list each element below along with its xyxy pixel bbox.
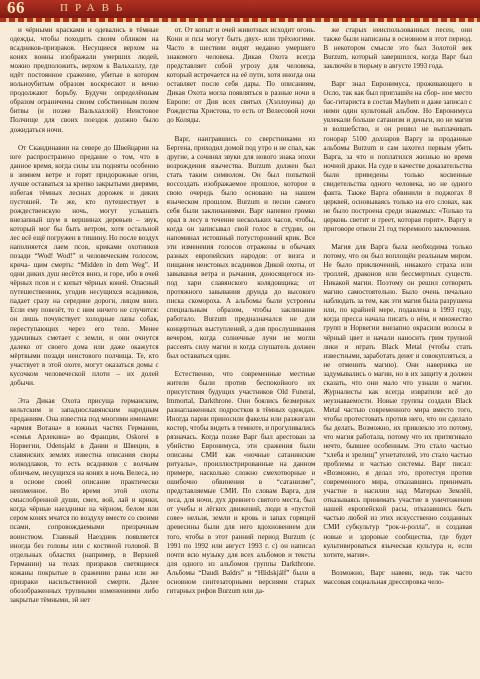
article-paragraph: Возможно, Варг навеян, ведь так часто массовая социальная дрессировка чело- <box>323 568 473 586</box>
article-paragraph: От Скандинавии на севере до Швейцарии на юге распространено предание о том, что в данное время, когда силы зла подняты особенно в зимнем ветре и горят придорожные огни, лучше оставаться за крепко закрытыми дверями, избегая тёмных лесных дорожек и диких пустошей. Те же, кто путешествует в рождественскую ночь, могут услышать внезапный шум в вершинах деревьев – звук, который мог бы быть ветром, хотя остальной лес всё ещё погружен в тишину. Но после воздух наполняется лаем псов, криками охотников позади “Wod! Wod!” и человеческим голосом, крича- щим смерть: “Midden in dem Weg”. И одни диких душ несётся вниз, и горе, ибо в очей чёрных псов и с копыт чёрных коней. Опасный путешественник, угодив несущихся всадников, падает сразу на середине дороги, лицом вниз. Если ему повезёт, то с ним ничего не случится: он лишь почувствует холодные лапы собак, переступающих через его тело. Менее удачливых сметает с земли, и они очнутся далеко от своего дома или даже окажутся мёртвыми позади неистового полчища. Те, кто участвует в этой охоте, могут оказаться домы с кусочком человеческой плоти – их долей добычи. <box>10 143 159 387</box>
article-paragraph: же старых неиспользованных песен, они также были написаны в основном в этот период. В некотором смысле это был Золотой век Burzum, который завершился, когда Варг был заключён в тюрьму в августе 1993 года. <box>323 26 473 71</box>
article-paragraph: от. От копыт и очей животных исходит огонь. Кони и псы могут быть двух- или трёхногими. Часто в шествии видят недавно умершего знакомого человека. Дикая Охота всегда представляет собой угрозу для человека, который встречается на её пути, хотя иногда она оставляет после себя дары. По описаниям, Дикая Охота могла появляться в разные ночи в Европе: от Дня всех святых (Хэллоуина) до Рождества Христова, то есть от Велесовой ночи до Коляды. <box>166 26 316 125</box>
article-paragraph: Варг, наигравшись со сверстниками из Бергена, приходил домой под утро и не спал, как другие, а сочинял звуки для нового знака эпохи возрождения язычества. Burzum должен был стать таким символом. Он был попыткой воссоздать изображаемое прошлое, которое в свою очередь было основано на нашем языческом прошлом. Burzum и песни самого себя были заклинаниями. Варг напевно громко орал в лесу в течение нескольких часов, чтобы, когда он записывал свой голос в студии, он напоминал истошный потусторонний крик. Все эти изменения голосов отражены в обычаях разных европейских народов: от визга и пищания неистовых всадников Дикой охоты, от завыванья ветра и рычания, доносящегося из-под хари славянского колядовщика; от протяжного завывания друида до высокого писка скомороха. А альбомы были устроены специальным образом, чтобы заклинание работало. Burzum предназначался не для концертных выступлений, а для прослушивания вечером, когда солнечные лучи не могли рассеять силу магии и когда слушатель должен был оставаться один. <box>166 134 316 360</box>
article-body <box>10 26 472 676</box>
article-paragraph: и чёрными красками и одевались в тёмные одежды, чтобы походить своим обликом на всадников-призраков. Несущиеся верхом на конях воины изображали умерших людей, можно предположить, верхом к Вальхаллу, где идёт постоянное сражение, убитые в котором вольноубитым образом воскресают и вечно продолжают борьбу. Будучи определённым образом ограничены своим собственным полем битвы (и позже Вальхаллой) Неистовое Полчище для своих поездок должно было дожидаться ночи. <box>10 26 159 134</box>
article-paragraph: Варг знал Евронимуса, проживающего в Осло, так как был приглашён на сбор- ное место бас-гитариста в состав Mayhem и даже записал с ними один культовый альбом. Но Евронимуса увлекали больше сатанизм и деньги, но не магия и волшебство, и он решил не выплачивать гонорар 5100 долларов Варгу за проданные альбомы Burzum и сам захотел первым убить Варга, за что и поплатился жизнью во время ночной драки. На суде в качестве доказательства были приведены только косвенные свидетельства одного человека, но не одного факта. Также Варга обвинили в поджогах 8 церквей, основываясь только на его словах, как не было построена среди знакомых: «Только та церковь светит и греет, которая горит». Варгу в приговоре отвели 21 год тюремного заключения. <box>323 80 473 233</box>
page-number: 66 <box>7 0 25 17</box>
article-paragraph: Магия для Варга была необходима только потому, что он был воплощён реальным миром. Не было приключений, никакого страха или троллей, драконов или бессмертных существ. Никакой магии. Поэтому он решил сотворить магию самостоятельно. Было очень печально наблюдать за тем, как эти магия была разрушена или, по крайней мере, подавлена в 1993 году, когда пресса начала писать о нём, и множество групп в Норвегии внезапно окрасили волосы в чёрный цвет и начали наносить грим трупной лики и играть Black Metal (чтобы стать известными, заработать денег и совокупляться, а не отменить магию). Они наверняка не задумывались о магии, но в их защиту я должен сказать, что они мало что узнали о магии. Журналисты как всегда извратили всё до неузнаваемости. Новые группы создали Black Metal частью современного мира вместо того, чтобы протестовать против него, что он сделало бы делать. Возможно, их привлекло это потому, что магия работала, потому что их притягивало нечто, бывшее особенным. Это стало частью “хлеба и зрелищ” угнетателей, это стало частью проблемы и частью системы. Варг писал: «Возможно, я делал это, протестуя против современного мира, отказавшись принимать участие в насилии над Матерью Землёй, отказываясь принимать участие в уничтожении нашей европейской расы, отказавшись быть частью любой из этих искусственно созданных СМИ субкультур “рок-н-ролла”, и создавая новые и здоровые сообщества, где будет культивироваться языческая культура и, если хотите, магия». <box>323 243 473 559</box>
article-paragraph: Естественно, что современные местные жители были против беспокойного их присутствия будущих участников Old Funeral, Immortal, Darkthrone. Они боялись безмерных разнаглаженных подростков в тёмных одеждах. Иногда парни приносили факелы или разжигали костер, чтобы видеть в темноте, и прогуливались рязначась. Когда позже Варг был арестован за убийство Евронимуса, эти сражения были описаны СМИ как «ночные сатанинские ритуалы», проиллюстрированные на данном примере, насколько сложно смехотворные и ошибочно обвинения в “сатанизме”, представляемые СМИ. По словам Варга, для леса, для ночи, дух древнего святого места, был от учебы и лёгких движений, люди в «пустой сове» нельзя, земли и кровь и запах горящей древесины были для него вдохновением для того, чтобы в этот ранний период Burzum (с 1991 по 1992 или август 1993 г. с) он написал почти всю музыку для всех альбомов и тексты для одного из альбомов группы Darkthrone. Альбомы “Daudi Baldrs” и “Hlidskjálf” были в основном синтезаторными версиями старых гитарных рифов Burzum или да- <box>166 369 316 595</box>
page-header <box>0 0 480 18</box>
header-ornament-divider <box>0 18 480 22</box>
magazine-title: ПРАВЬ <box>60 2 130 14</box>
text-column-3 <box>323 26 472 676</box>
article-paragraph: Эта Дикая Охота присуща германским, кельтским и западнославянским народным преданиям. Она известна под многими именами: «армия Вотана» в южных частях Германии, «семья Арлекина» во Франции, Oskorei в Норвегии, Odensjakt в Дании и Швеции, в славянских землях известна описания своры волкодлаков, то есть всадников с волчьим обличьем, несущихся на конях в ночь Велеса, но в основе своей описание практически неизменное. Во время этой охоты смыслобренной души, смех, вой, лай и крики, когда чёрные наездники на чёрном, белом или сером конях мчатся по воздуху вместе со своими псами, сопровождаемыми призрачным воинством. Главный Наездник появляется иногда без головы или с костяной головой. В отдельных областях (например, в Верхней Германии) на телах призраков светящиеся кожаны покрытые в сражении раны или же призраки насильственной смерти. Далее обозображенных трупными изменениями либо закрытые тёмными, эй нет <box>10 396 159 604</box>
text-column-2 <box>167 26 316 676</box>
text-column-1 <box>10 26 159 676</box>
